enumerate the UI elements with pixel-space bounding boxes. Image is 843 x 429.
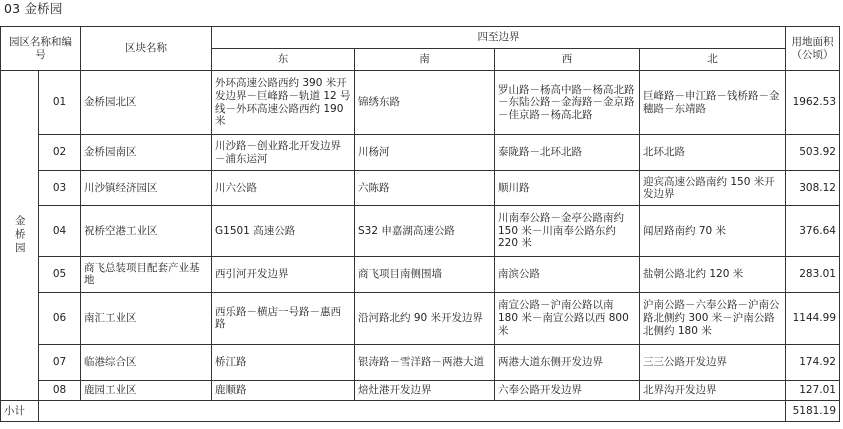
row-area: 174.92 [786,344,840,380]
row-south: 锦绣东路 [355,71,495,135]
row-west: 两港大道东侧开发边界 [495,344,640,380]
row-block-name: 金桥园北区 [81,71,212,135]
header-area: 用地面积（公顷） [786,27,840,71]
section-title: 03 金桥园 [4,1,63,16]
table-row [1,380,840,401]
row-no: 04 [39,206,81,257]
row-east: 桥江路 [212,344,355,380]
row-north: 北界沟开发边界 [640,380,786,401]
row-north: 盐朝公路北约 120 米 [640,256,786,292]
header-north: 北 [640,49,786,71]
row-south: 商飞项目南侧围墙 [355,256,495,292]
table-row [1,171,840,206]
row-block-name: 祝桥空港工业区 [81,206,212,257]
row-south: 银涛路－雪洋路－两港大道 [355,344,495,380]
row-north: 沪南公路－六奉公路－沪南公路北侧约 300 米－沪南公路北侧约 180 米 [640,292,786,344]
row-no: 08 [39,380,81,401]
row-west: 川南奉公路－金亭公路南约 150 米－川南奉公路东约 220 米 [495,206,640,257]
header-south: 南 [355,49,495,71]
subtotal-area: 5181.19 [786,401,840,422]
row-no: 05 [39,256,81,292]
row-area: 1144.99 [786,292,840,344]
row-north: 北环北路 [640,135,786,171]
row-block-name: 南汇工业区 [81,292,212,344]
row-block-name: 商飞总装项目配套产业基地 [81,256,212,292]
row-block-name: 临港综合区 [81,344,212,380]
row-block-name: 川沙镇经济园区 [81,171,212,206]
row-no: 06 [39,292,81,344]
row-no: 02 [39,135,81,171]
row-west: 南宣公路－沪南公路以南 180 米－南宣公路以西 800 米 [495,292,640,344]
row-north: 闻居路南约 70 米 [640,206,786,257]
table-row [1,71,840,135]
header-park-name: 园区名称和编号 [1,27,81,71]
row-west: 泰陇路－北环北路 [495,135,640,171]
row-south: 沿河路北约 90 米开发边界 [355,292,495,344]
table-row [1,292,840,344]
header-block-name: 区块名称 [81,27,212,71]
row-east: 西引河开发边界 [212,256,355,292]
row-north: 巨峰路－申江路－钱桥路－金穗路－东靖路 [640,71,786,135]
row-block-name: 鹿园工业区 [81,380,212,401]
table-row [1,344,840,380]
row-west: 南滨公路 [495,256,640,292]
row-area: 308.12 [786,171,840,206]
table-row [1,256,840,292]
table-row [1,135,840,171]
row-west: 顺川路 [495,171,640,206]
row-west: 罗山路－杨高中路－杨高北路－东陆公路－金海路－金京路－佳京路－杨高北路 [495,71,640,135]
row-block-name: 金桥园南区 [81,135,212,171]
row-north: 迎宾高速公路南约 150 米开发边界 [640,171,786,206]
subtotal-blank [39,401,786,422]
row-area: 283.01 [786,256,840,292]
row-area: 376.64 [786,206,840,257]
row-south: 六陈路 [355,171,495,206]
header-west: 西 [495,49,640,71]
row-area: 127.01 [786,380,840,401]
row-east: 川沙路－创业路北开发边界－浦东运河 [212,135,355,171]
row-no: 01 [39,71,81,135]
row-area: 1962.53 [786,71,840,135]
row-south: 焙灶港开发边界 [355,380,495,401]
row-east: 鹿顺路 [212,380,355,401]
row-east: G1501 高速公路 [212,206,355,257]
table-row [1,206,840,257]
park-boundary-table [0,26,840,422]
park-label: 金桥园 [1,71,39,401]
subtotal-row [1,401,840,422]
subtotal-label: 小计 [1,401,39,422]
row-north: 三三公路开发边界 [640,344,786,380]
header-boundary: 四至边界 [212,27,786,49]
row-west: 六奉公路开发边界 [495,380,640,401]
row-east: 川六公路 [212,171,355,206]
row-area: 503.92 [786,135,840,171]
header-east: 东 [212,49,355,71]
row-no: 07 [39,344,81,380]
row-east: 西乐路－横店一号路－惠西路 [212,292,355,344]
row-south: S32 申嘉湖高速公路 [355,206,495,257]
row-south: 川杨河 [355,135,495,171]
row-no: 03 [39,171,81,206]
row-east: 外环高速公路西约 390 米开发边界－巨峰路－轨道 12 号线－外环高速公路西约 190 米 [212,71,355,135]
